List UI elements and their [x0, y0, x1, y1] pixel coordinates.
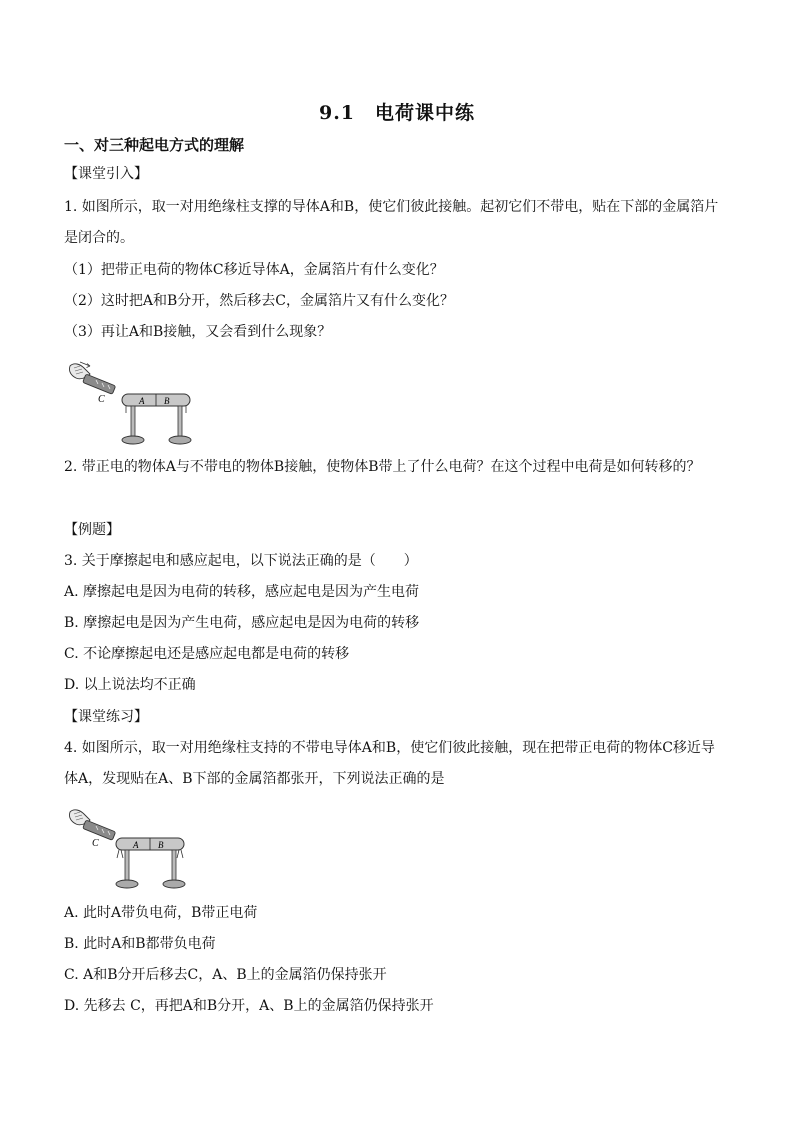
question-1-line-2: 是闭合的。 — [64, 230, 134, 246]
figure-label-a: A — [133, 840, 139, 850]
conductor-bar — [122, 394, 190, 406]
hand-with-rod-icon — [69, 810, 115, 841]
label-example: 【例题】 — [64, 522, 120, 538]
question-1-line-1: 1. 如图所示，取一对用绝缘柱支撑的导体A和B，使它们彼此接触。起初它们不带电，贴在下部的金属箔片 — [64, 199, 719, 215]
conductor-figure-2 — [66, 804, 206, 896]
figure-label-c: C — [98, 394, 105, 405]
question-4-option-b: B. 此时A和B都带负电荷 — [64, 936, 216, 952]
figure-label-a: A — [139, 396, 145, 406]
question-4-option-c: C. A和B分开后移去C，A、B上的金属箔仍保持张开 — [64, 967, 387, 983]
conductor-figure-1 — [66, 358, 206, 450]
page-title: 9.1 电荷课中练 — [318, 102, 476, 124]
figure-label-b: B — [164, 396, 170, 406]
question-1-sub-1: （1）把带正电荷的物体C移近导体A，金属箔片有什么变化？ — [64, 262, 444, 278]
question-2: 2. 带正电的物体A与不带电的物体B接触，使物体B带上了什么电荷？在这个过程中电荷是如何转移的？ — [64, 459, 701, 475]
hand-with-rod-icon — [69, 362, 115, 394]
label-practice: 【课堂练习】 — [64, 709, 148, 725]
question-3-option-c: C. 不论摩擦起电还是感应起电都是电荷的转移 — [64, 646, 350, 662]
label-intro: 【课堂引入】 — [64, 166, 148, 182]
question-3-option-d: D. 以上说法均不正确 — [64, 677, 196, 693]
question-1-sub-2: （2）这时把A和B分开，然后移去C，金属箔片又有什么变化？ — [64, 293, 455, 309]
figure-label-b: B — [158, 840, 164, 850]
question-1-sub-3: （3）再让A和B接触，又会看到什么现象？ — [64, 324, 332, 340]
insulating-stand-icon — [122, 406, 191, 444]
question-3-option-b: B. 摩擦起电是因为产生电荷，感应起电是因为电荷的转移 — [64, 615, 420, 631]
question-4-option-d: D. 先移去 C，再把A和B分开，A、B上的金属箔仍保持张开 — [64, 998, 434, 1014]
conductor-bar — [116, 838, 184, 850]
question-3: 3. 关于摩擦起电和感应起电，以下说法正确的是（ ） — [64, 553, 418, 569]
question-4-line-2: 体A，发现贴在A、B下部的金属箔都张开，下列说法正确的是 — [64, 771, 445, 787]
section-heading: 一、对三种起电方式的理解 — [64, 136, 245, 154]
question-4-line-1: 4. 如图所示，取一对用绝缘柱支持的不带电导体A和B，使它们彼此接触，现在把带正电荷的物体C移近导 — [64, 740, 715, 756]
figure-label-c: C — [92, 838, 99, 849]
question-3-option-a: A. 摩擦起电是因为电荷的转移，感应起电是因为产生电荷 — [64, 584, 420, 600]
question-4-option-a: A. 此时A带负电荷，B带正电荷 — [64, 905, 258, 921]
insulating-stand-icon — [116, 850, 185, 888]
